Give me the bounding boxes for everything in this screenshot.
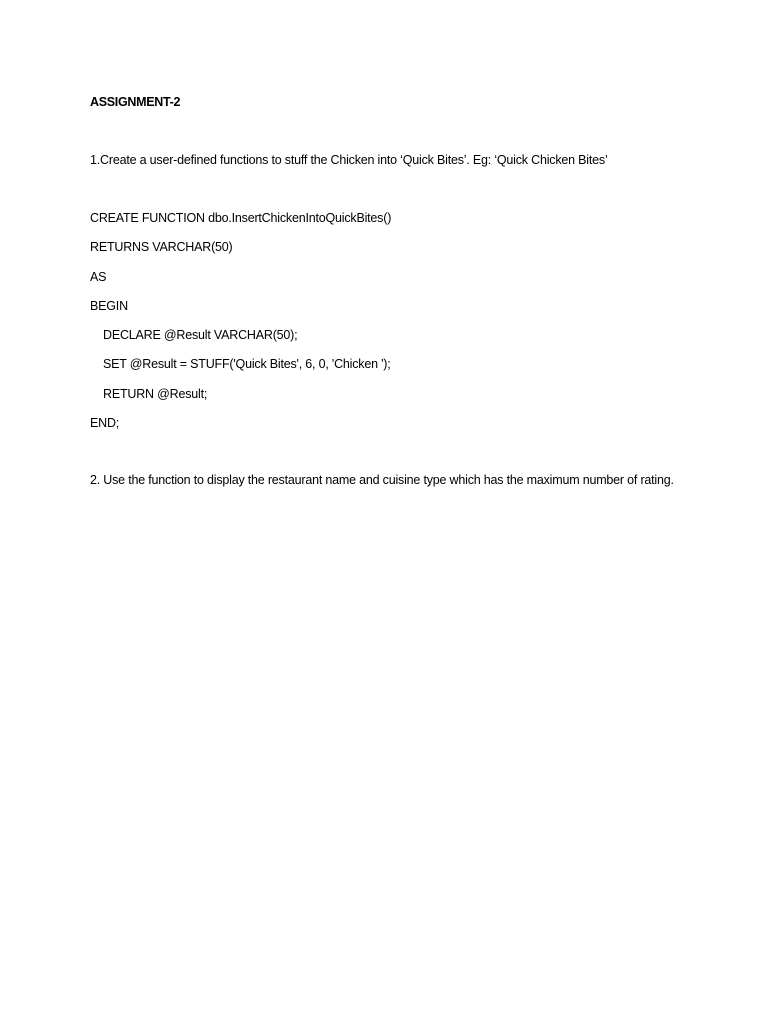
- code-line: RETURNS VARCHAR(50): [90, 240, 233, 255]
- code-line: DECLARE @Result VARCHAR(50);: [103, 328, 298, 343]
- assignment-title: ASSIGNMENT-2: [90, 95, 181, 109]
- code-line: BEGIN: [90, 298, 128, 313]
- code-line: RETURN @Result;: [103, 386, 208, 401]
- question-1-text: 1.Create a user-defined functions to stuff the Chicken into ‘Quick Bites’. Eg: ‘Quick Chicken Bites’: [90, 153, 608, 167]
- question-2-text: 2. Use the function to display the restaurant name and cuisine type which has the maximum number of rating.: [90, 473, 674, 488]
- document-content: [90, 93, 680, 489]
- sql-code-block: [90, 209, 680, 443]
- code-line: AS: [90, 269, 107, 284]
- code-line: SET @Result = STUFF('Quick Bites', 6, 0, 'Chicken ');: [103, 357, 391, 372]
- code-line: CREATE FUNCTION dbo.InsertChickenIntoQuickBites(): [90, 211, 392, 225]
- code-line: END;: [90, 416, 120, 431]
